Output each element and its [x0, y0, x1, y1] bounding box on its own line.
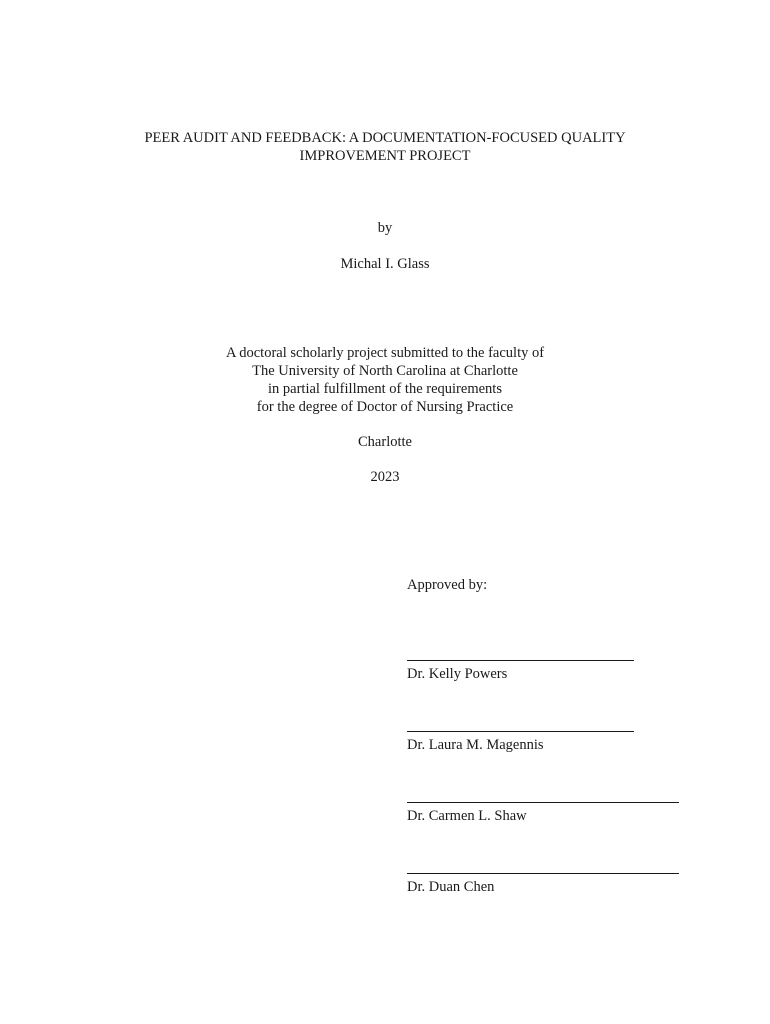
year: 2023 [370, 469, 400, 485]
statement-line-4: for the degree of Doctor of Nursing Practice [256, 399, 514, 415]
statement-line-3: in partial fulfillment of the requirements [268, 381, 502, 397]
project-title-line-1: PEER AUDIT AND FEEDBACK: A DOCUMENTATION-FOCUSED QUALITY [144, 130, 626, 146]
signature-line [407, 731, 634, 732]
signature-line [407, 802, 679, 803]
signer-block [407, 873, 679, 896]
by-label: by [377, 220, 393, 236]
signature-line [407, 873, 679, 874]
approved-by-label: Approved by: [407, 577, 488, 593]
signer-name: Dr. Laura M. Magennis [407, 737, 544, 753]
signer-name: Dr. Duan Chen [407, 879, 495, 895]
approval-section [407, 576, 727, 895]
signer-block [407, 802, 679, 825]
project-title-line-2: IMPROVEMENT PROJECT [299, 148, 471, 164]
signer-block [407, 731, 634, 754]
signer-name: Dr. Carmen L. Shaw [407, 808, 527, 824]
author-name: Michal I. Glass [340, 256, 430, 272]
statement-line-1: A doctoral scholarly project submitted to the faculty of [225, 345, 545, 361]
signer-name: Dr. Kelly Powers [407, 666, 508, 682]
signer-block [407, 660, 634, 683]
project-title [0, 129, 770, 165]
statement-line-2: The University of North Carolina at Charlotte [252, 363, 518, 379]
city: Charlotte [358, 434, 412, 450]
signature-line [407, 660, 634, 661]
submission-statement [0, 344, 770, 416]
